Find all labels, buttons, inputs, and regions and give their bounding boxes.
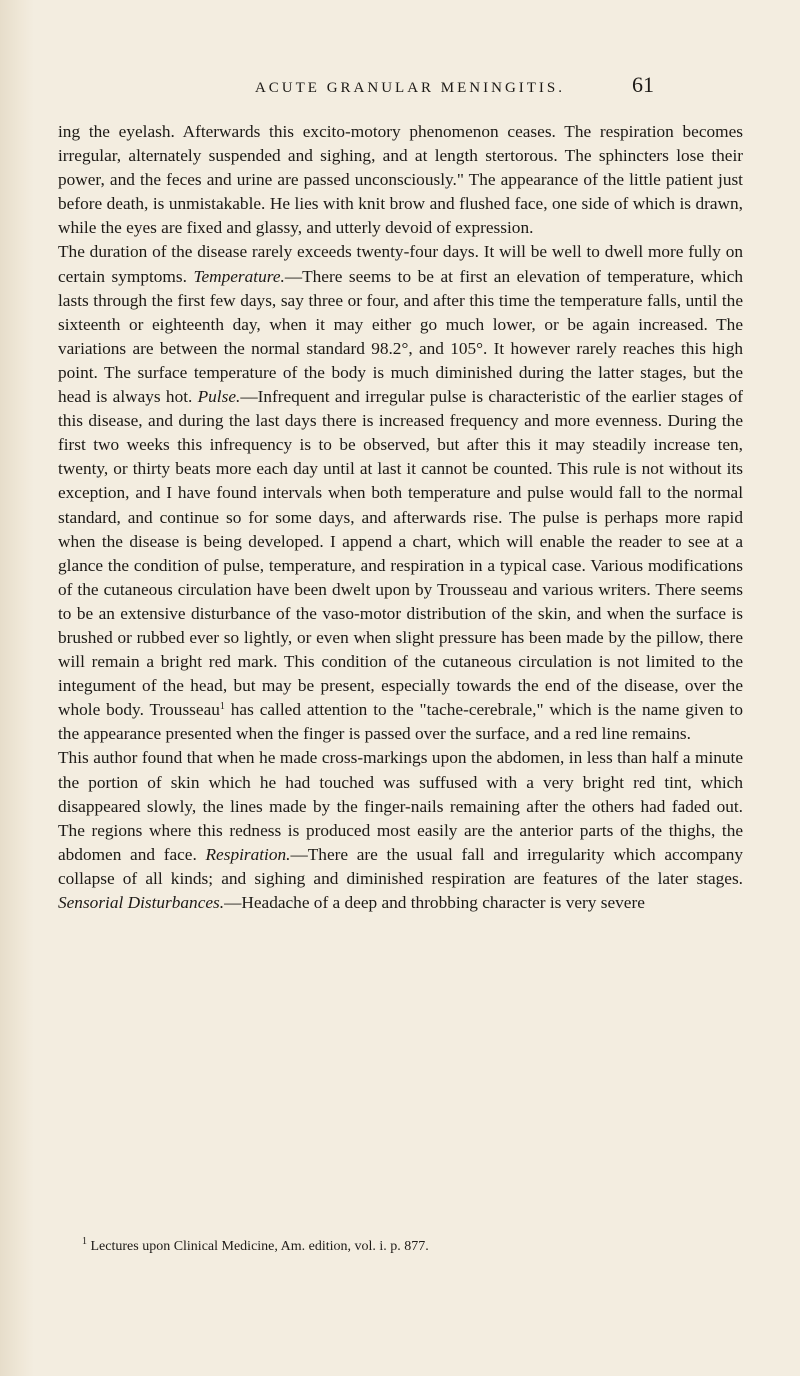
text-run: —There are the usual fall and irregularity which accompany collapse of all kinds; and sighing and diminished respiration are features of the later stages.	[58, 844, 743, 888]
body-text	[58, 120, 743, 915]
paragraph-2	[58, 240, 743, 746]
footnote-reference: 1	[219, 701, 225, 713]
text-run: has called attention to the "tache-cerebrale," which is the name given to the appearance presented when the finger is passed over the surface, and a red line remains.	[58, 700, 743, 744]
text-run: —Headache of a deep and throbbing character is very severe	[224, 893, 645, 912]
paragraph-3	[58, 746, 743, 915]
page-number: 61	[632, 72, 654, 97]
heading-temperature: Temperature.	[193, 266, 285, 286]
heading-respiration: Respiration.	[205, 844, 291, 864]
footnote-text: Lectures upon Clinical Medicine, Am. edition, vol. i. p. 877.	[87, 1239, 429, 1254]
text-run: —Infrequent and irregular pulse is characteristic of the earlier stages of this disease, and during the last days there is increased frequency and more evenness. During the first two weeks this infrequency is to be observed, but after this it may steadily increase ten, twenty, or thirty beats more each day until at last it cannot be counted. This rule is not without its exception, and I have found intervals when both temperature and pulse would fall to the normal standard, and continue so for some days, and afterwards rise. The pulse is perhaps more rapid when the disease is being developed. I append a chart, which will enable the reader to see at a glance the condition of pulse, temperature, and respiration in a typical case. Various modifications of the cutaneous circulation have been dwelt upon by Trousseau and various writers. There seems to be an extensive disturbance of the vaso-motor distribution of the skin, and when the surface is brushed or rubbed ever so lightly, or even when slight pressure has been made by the pillow, there will remain a bright red mark. This condition of the cutaneous circulation is not limited to the integument of the head, but may be present, especially towards the end of the disease, over the whole body. Trousseau	[58, 387, 743, 720]
text-run: —There seems to be at first an elevation of temperature, which lasts through the first few days, say three or four, and after this time the temperature falls, until the sixteenth or eighteenth day, when it may either go much lower, or be again increased. The variations are between the normal standard 98.2°, and 105°. It however rarely reaches this high point. The surface temperature of the body is much diminished during the latter stages, but the head is always hot.	[58, 266, 744, 407]
text-run: The duration of the disease rarely exceeds twenty-four days. It will be well to dwell more fully on certain symptoms.	[58, 242, 743, 286]
heading-sensorial-disturbances: Sensorial Disturbances.	[58, 893, 225, 912]
running-title: ACUTE GRANULAR MENINGITIS.	[254, 80, 566, 96]
text-run: This author found that when he made cross-markings upon the abdomen, in less than half a minute the portion of skin which he had touched was suffused with a very bright red tint, which disappeared slowly, the lines made by the finger-nails remaining after the others had faded out. The regions where this redness is produced most easily are the anterior parts of the thighs, the abdomen and face.	[58, 748, 743, 864]
paragraph-1: ing the eyelash. Afterwards this excito-motory phenomenon ceases. The respiration becomes irregular, alternately suspended and sighing, and at length stertorous. The sphincters lose their power, and the feces and urine are passed unconsciously." The appearance of the little patient just before death, is unmistakable. He lies with knit brow and flushed face, one side of which is drawn, while the eyes are fixed and glassy, and utterly devoid of expression.	[58, 122, 743, 238]
footnote-marker: 1	[82, 1236, 87, 1247]
page-edge-shadow	[0, 0, 34, 1376]
footnote	[82, 1238, 742, 1256]
heading-pulse: Pulse.	[197, 387, 241, 407]
